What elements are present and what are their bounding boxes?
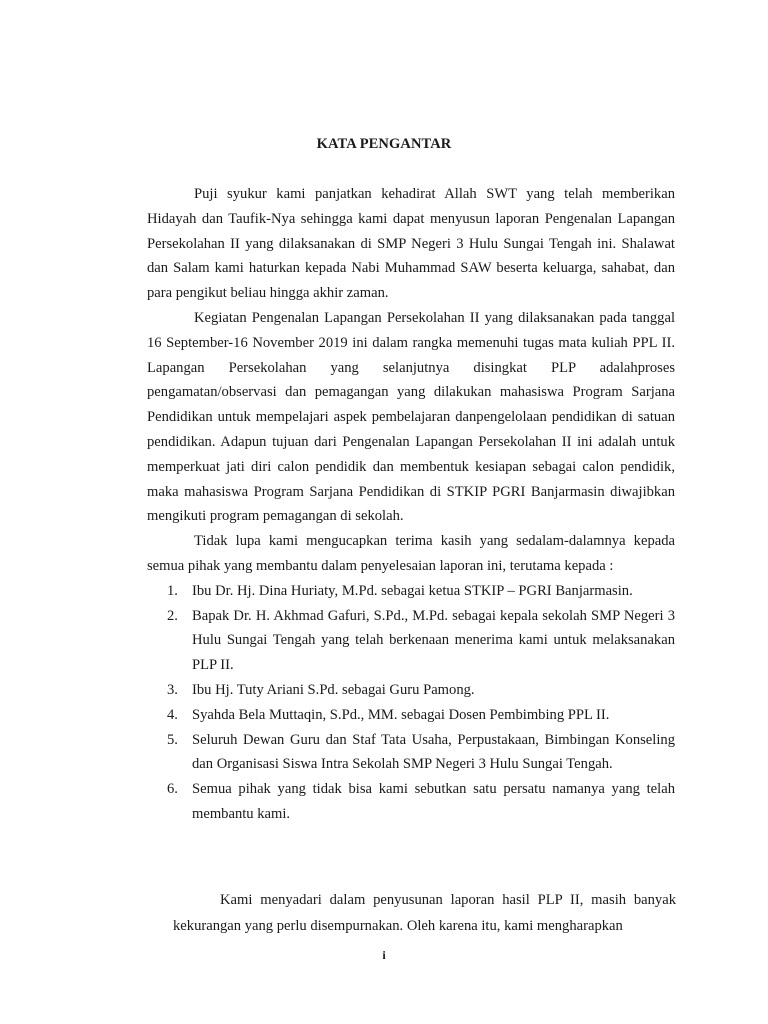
list-item-number: 5. bbox=[167, 731, 178, 748]
document-body bbox=[147, 182, 675, 827]
list-item-number: 4. bbox=[167, 706, 178, 723]
paragraph-thanks: Tidak lupa kami mengucapkan terima kasih yang sedalam-dalamnya kepada semua pihak yang membantu dalam penyelesaian laporan ini, terutama kepada : bbox=[147, 533, 675, 574]
page-title: KATA PENGANTAR bbox=[316, 136, 452, 152]
list-item-text: Bapak Dr. H. Akhmad Gafuri, S.Pd., M.Pd. sebagai kepala sekolah SMP Negeri 3 Hulu Sungai Tengah yang telah berkenaan menerima kami untuk melaksanakan PLP II. bbox=[192, 607, 675, 674]
list-item bbox=[147, 604, 675, 678]
list-item-text: Semua pihak yang tidak bisa kami sebutkan satu persatu namanya yang telah membantu kami. bbox=[192, 781, 675, 822]
list-item-number: 6. bbox=[167, 781, 178, 798]
list-item-text: Ibu Dr. Hj. Dina Huriaty, M.Pd. sebagai ketua STKIP – PGRI Banjarmasin. bbox=[192, 582, 633, 599]
list-item-text: Ibu Hj. Tuty Ariani S.Pd. sebagai Guru Pamong. bbox=[192, 681, 475, 698]
list-item bbox=[147, 703, 675, 728]
list-item bbox=[147, 678, 675, 703]
list-item bbox=[147, 777, 675, 827]
paragraph-activity: Kegiatan Pengenalan Lapangan Persekolahan II yang dilaksanakan pada tanggal 16 September-16 November 2019 ini dalam rangka memenuhi tugas mata kuliah PPL II. Lapangan Persekolahan yang selanjutnya disingkat PLP adalahproses pengamatan/observasi dan pemagangan yang dilakukan mahasiswa Program Sarjana Pendidikan untuk mempelajari aspek pembelajaran danpengelolaan pendidikan di satuan pendidikan. Adapun tujuan dari Pengenalan Lapangan Persekolahan II ini adalah untuk memperkuat jati diri calon pendidik dan membentuk kesiapan sebagai calon pendidik, maka mahasiswa Program Sarjana Pendidikan di STKIP PGRI Banjarmasin diwajibkan mengikuti program pemagangan di sekolah. bbox=[147, 309, 675, 525]
list-item-number: 2. bbox=[167, 607, 178, 624]
list-item-text: Seluruh Dewan Guru dan Staf Tata Usaha, Perpustakaan, Bimbingan Konseling dan Organisasi Siswa Intra Sekolah SMP Negeri 3 Hulu Sungai Tengah. bbox=[192, 731, 675, 773]
acknowledgement-list bbox=[147, 579, 675, 827]
list-item-text: Syahda Bela Muttaqin, S.Pd., MM. sebagai Dosen Pembimbing PPL II. bbox=[192, 706, 610, 723]
paragraph-closing: Kami menyadari dalam penyusunan laporan hasil PLP II, masih banyak kekurangan yang perlu disempurnakan. Oleh karena itu, kami mengharapkan bbox=[173, 892, 676, 934]
page-number: i bbox=[382, 948, 386, 962]
list-item bbox=[147, 579, 675, 604]
list-item bbox=[147, 728, 675, 778]
paragraph-opening: Puji syukur kami panjatkan kehadirat Allah SWT yang telah memberikan Hidayah dan Taufik-Nya sehingga kami dapat menyusun laporan Pengenalan Lapangan Persekolahan II yang dilaksanakan di SMP Negeri 3 Hulu Sungai Tengah ini. Shalawat dan Salam kami haturkan kepada Nabi Muhammad SAW beserta keluarga, sahabat, dan para pengikut beliau hingga akhir zaman. bbox=[147, 186, 675, 302]
list-item-number: 3. bbox=[167, 681, 178, 698]
list-item-number: 1. bbox=[167, 582, 178, 599]
closing-paragraph-block bbox=[173, 887, 676, 939]
